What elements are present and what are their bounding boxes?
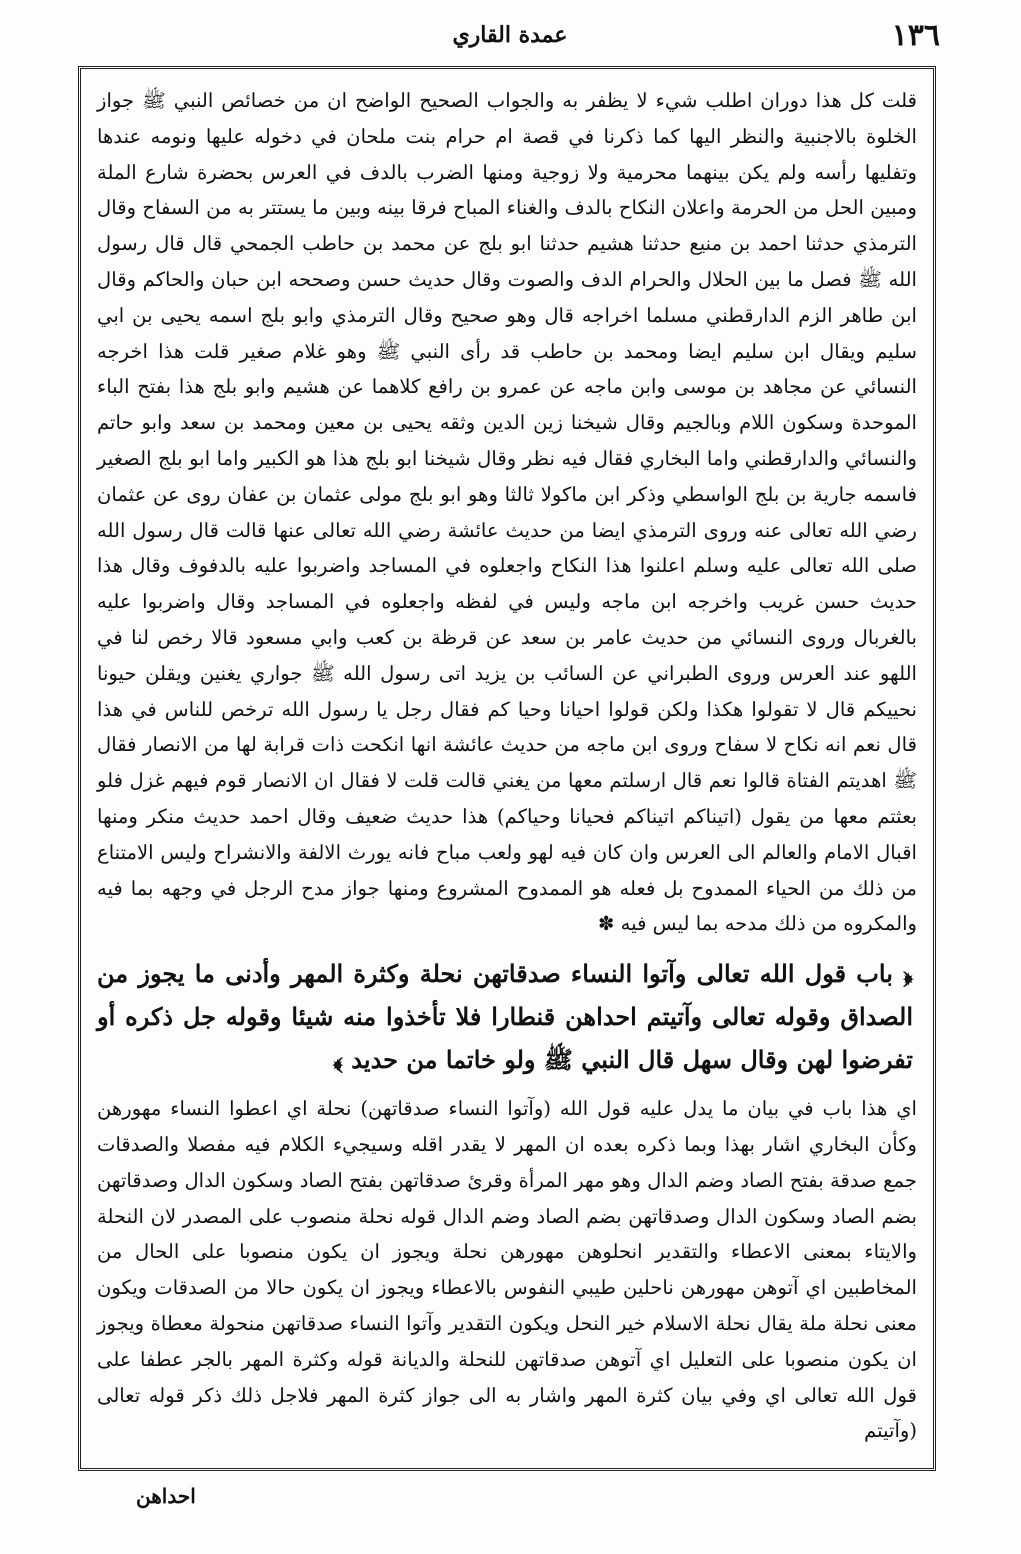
catchword: احداهن xyxy=(136,1484,196,1508)
page-number: ١٣٦ xyxy=(891,18,940,53)
running-title: عمدة القاري xyxy=(452,22,568,48)
chapter-heading: ﴿ باب قول الله تعالى وآتوا النساء صدقاتهن نحلة وكثرة المهر وأدنى ما يجوز من الصداق وقوله تعالى وآتيتم احداهن قنطارا فلا تأخذوا منه شيئا وقوله جل ذكره أو تفرضوا لهن وقال سهل قال النبي ﷺ ولو خاتما من حديد ﴾ xyxy=(97,959,914,1075)
commentary-paragraph-2: اي هذا باب في بيان ما يدل عليه قول الله (وآتوا النساء صدقاتهن) نحلة اي اعطوا النساء مهورهن وكأن البخاري اشار بهذا وبما ذكره بعده ان المهر لا يقدر اقله وسيجيء الكلام فيه مفصلا والصدقات جمع صدقة بفتح الصاد وضم الدال وهو مهر المرأة وقرئ صدقاتهن بفتح الصاد وسكون الدال وصدقاتهن بضم الصاد وسكون الدال وصدقاتهن بضم الصاد وضم الدال قوله نحلة منصوب على المصدر لان النحلة والايتاء بمعنى الاعطاء والتقدير انحلوهن مهورهن نحلة ويجوز ان يكون منصوبا على الحال من المخاطبين اي آتوهن مهورهن ناحلين طيبي النفوس بالاعطاء ويجوز ان يكون حالا من الصدقات ويكون معنى نحلة ملة يقال نحلة الاسلام خير النحل ويكون التقدير وآتوا النساء صدقاتهن منحولة معطاة ويجوز ان يكون منصوبا على التعليل اي آتوهن صدقاتهن للنحلة والديانة قوله وكثرة المهر بالجر عطفا على قول الله تعالى اي وفي بيان كثرة المهر واشار به الى جواز كثرة المهر فلاجل ذلك ذكر قوله تعالى (وآتيتم xyxy=(97,1097,918,1443)
text-frame xyxy=(78,66,936,1471)
commentary-paragraph: قلت كل هذا دوران اطلب شيء لا يظفر به والجواب الصحيح الواضح ان من خصائص النبي ﷺ جواز الخلوة بالاجنبية والنظر اليها كما ذكرنا في قصة ام حرام بنت ملحان في دخوله عليها ونومه عندها وتفليها رأسه ولم يكن بينهما محرمية ولا زوجية ومنها الضرب بالدف في العرس بحضرة شارع الملة ومبين الحل من الحرمة واعلان النكاح بالدف والغناء المباح فرقا بينه وبين ما يستتر به من السفاح وقال الترمذي حدثنا احمد بن منيع حدثنا هشيم حدثنا ابو بلج عن محمد بن حاطب الجمحي قال قال رسول الله ﷺ فصل ما بين الحلال والحرام الدف والصوت وقال حديث حسن وصححه ابن حبان والحاكم وقال ابن طاهر الزم الدارقطني مسلما اخراجه قال وهو صحيح وقال الترمذي وابو بلج اسمه يحيى بن ابي سليم ويقال ابن سليم ايضا ومحمد بن حاطب قد رأى النبي ﷺ وهو غلام صغير قلت هذا اخرجه النسائي عن مجاهد بن موسى وابن ماجه عن عمرو بن رافع كلاهما عن هشيم وابو بلج هذا بفتح الباء الموحدة وسكون اللام وبالجيم وقال شيخنا زين الدين وثقه يحيى بن معين ومحمد بن سعد وابو حاتم والنسائي والدارقطني واما البخاري فقال فيه نظر وقال شيخنا ابو بلج هذا هو الكبير واما ابو بلج الصغير فاسمه جارية بن بلج الواسطي وذكر ابن ماكولا ثالثا وهو ابو بلج مولى عثمان بن عفان روى عن عثمان رضي الله تعالى عنه وروى الترمذي ايضا من حديث عائشة رضي الله تعالى عنها قالت قال رسول الله صلى الله تعالى عليه وسلم اعلنوا هذا النكاح واجعلوه في المساجد واضربوا عليه بالدفوف وقال هذا حديث حسن غريب واخرجه ابن ماجه وليس في لفظه واجعلوه في المساجد وقال واضربوا عليه بالغربال وروى النسائي من حديث عامر بن سعد عن قرظة بن كعب وابي مسعود قالا رخص لنا في اللهو عند العرس وروى الطبراني عن السائب بن يزيد اتى رسول الله ﷺ جواري يغنين ويقلن حيونا نحييكم قال لا تقولوا هكذا ولكن قولوا احيانا وحيا كم فقال رجل يا رسول الله ترخص للناس في هذا قال نعم انه نكاح لا سفاح وروى ابن ماجه من حديث عائشة انها انكحت ذات قرابة لها من الانصار فقال ﷺ اهديتم الفتاة قالوا نعم قال ارسلتم معها من يغني قالت قلت لا فقال ان الانصار قوم فيهم غزل فلو بعثتم معها من يقول (اتيناكم اتيناكم فحيانا وحياكم) هذا حديث ضعيف وقال احمد حديث منكر ومنها اقبال الامام والعالم الى العرس وان كان فيه لهو ولعب مباح فانه يورث الالفة والانشراح وليس الامتناع من ذلك من الحياء الممدوح بل فعله هو الممدوح المشروع ومنها جواز مدح الرجل في وجهه بما فيه والمكروه من ذلك مدحه بما ليس فيه ✽ xyxy=(97,89,918,936)
page-header xyxy=(80,18,940,58)
